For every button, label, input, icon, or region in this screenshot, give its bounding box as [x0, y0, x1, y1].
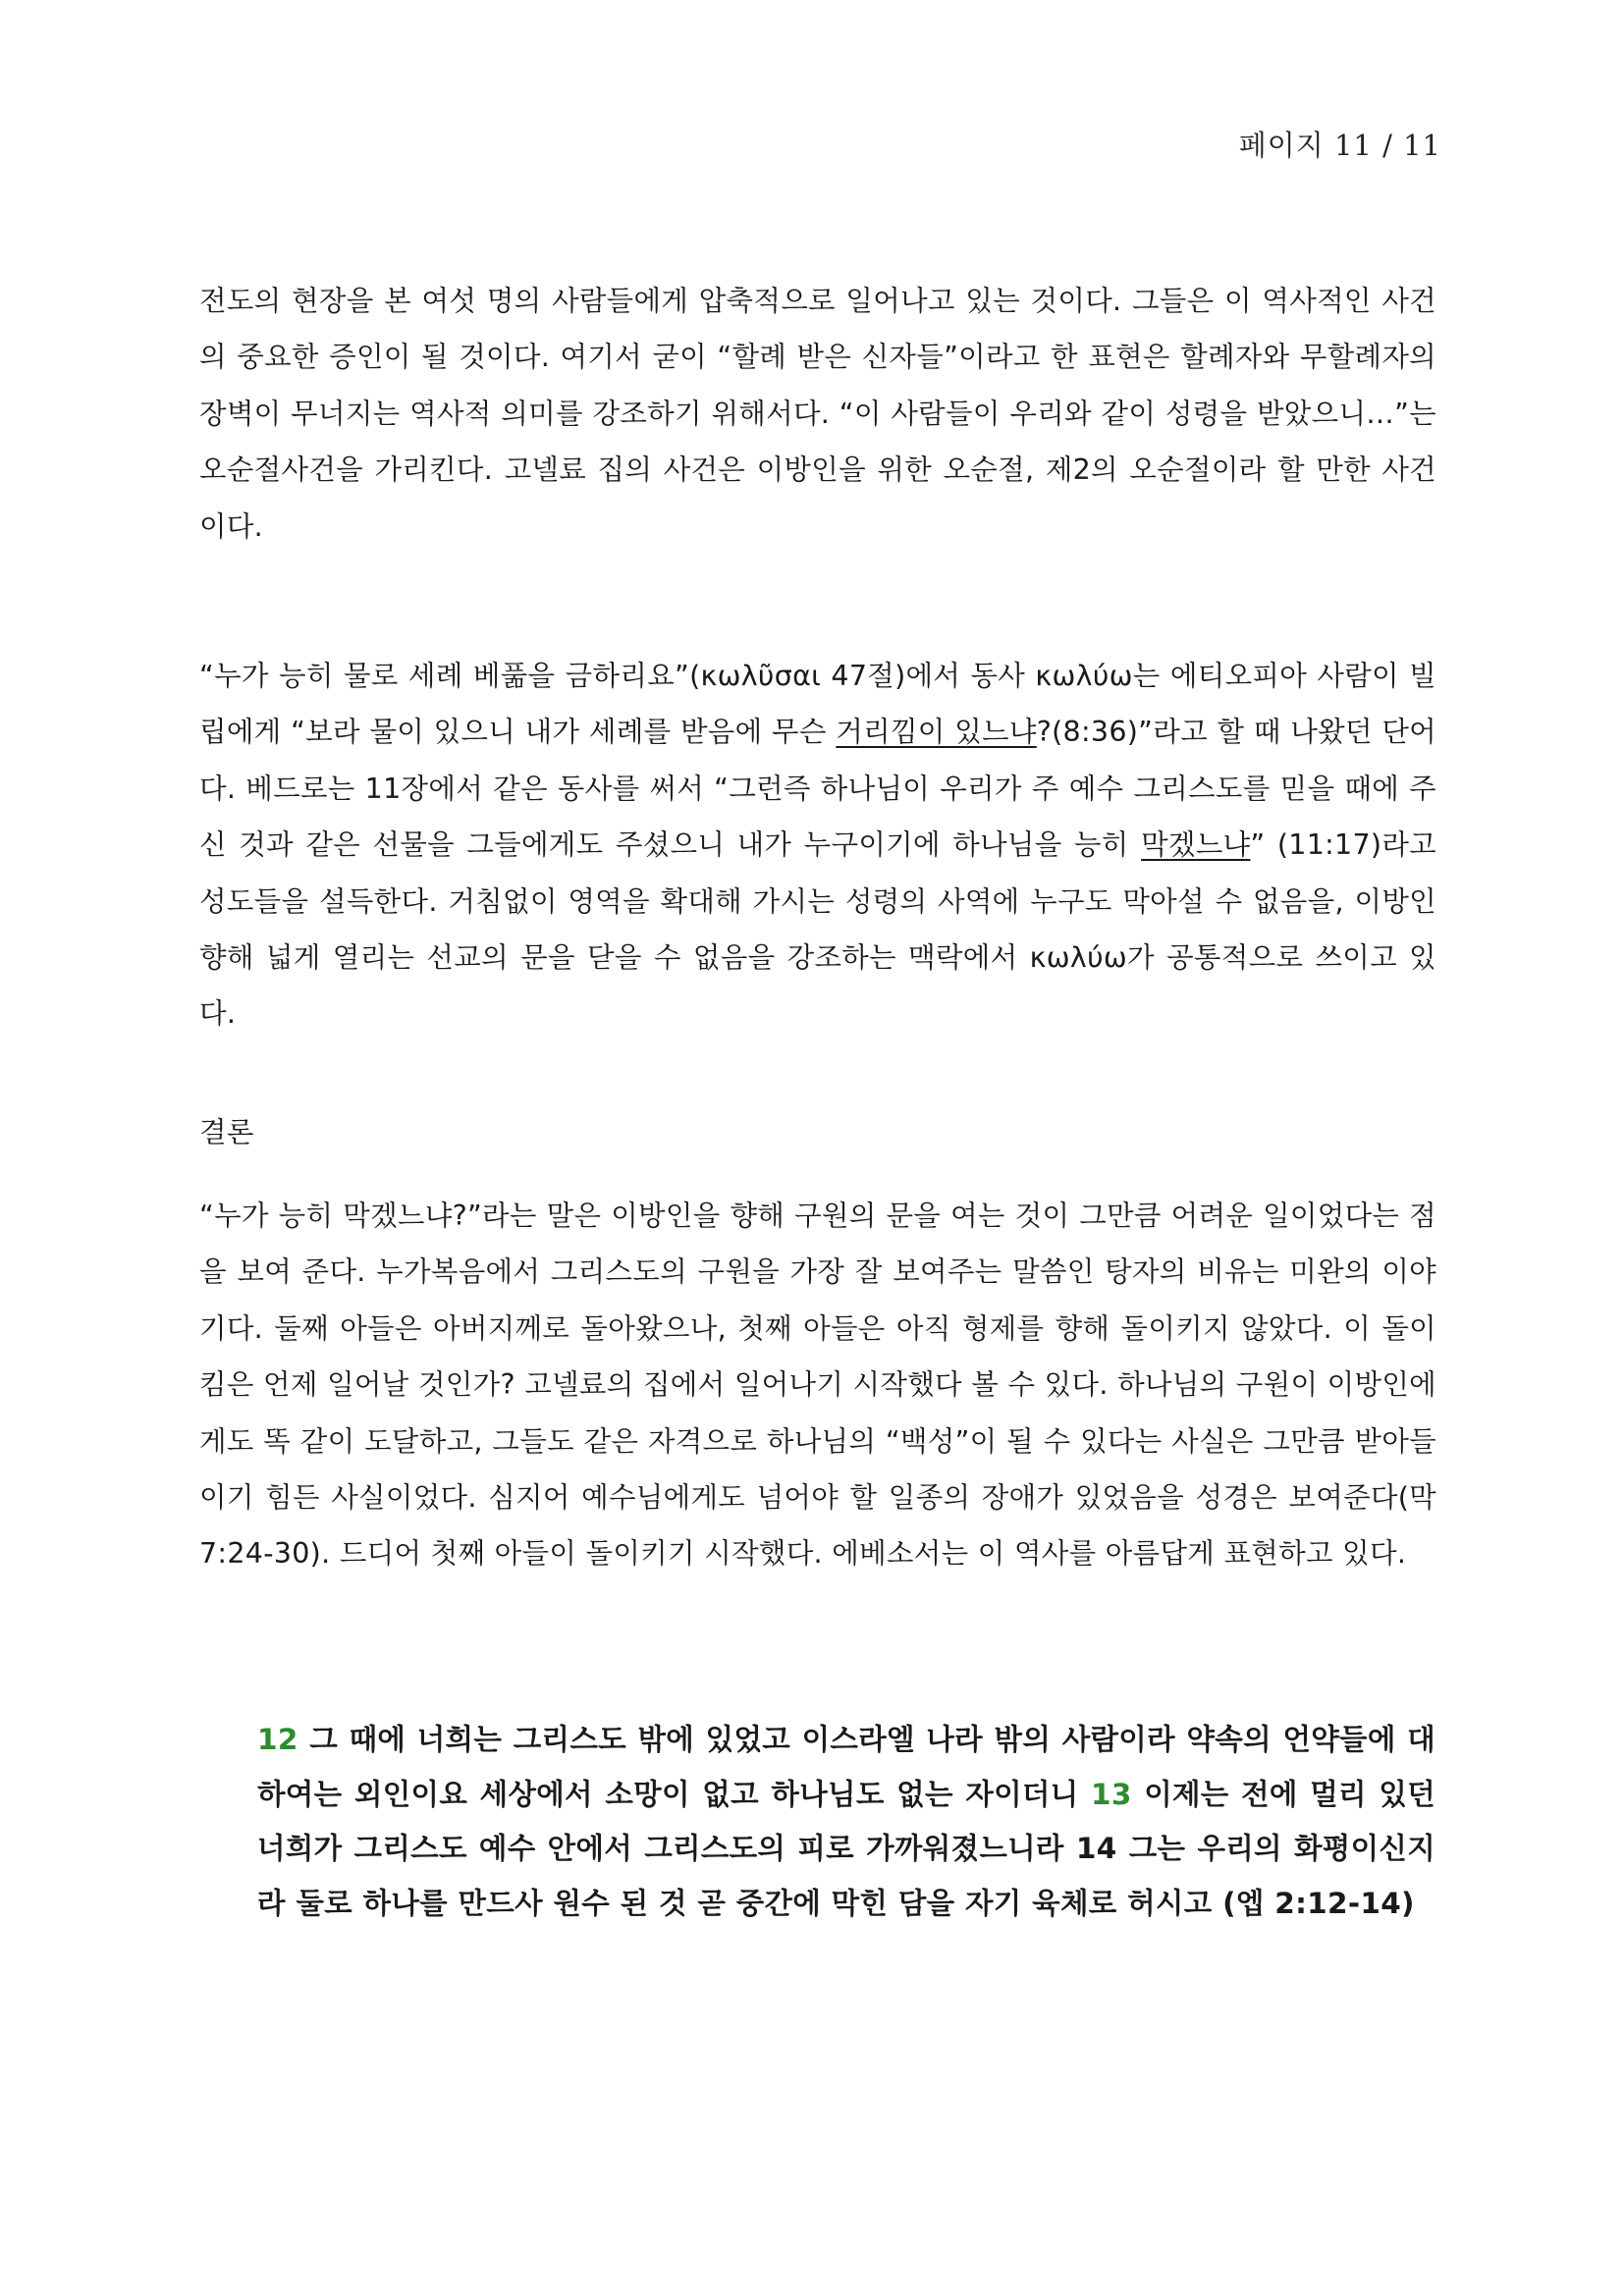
verse-number-12: 12: [257, 1723, 298, 1756]
section-heading: 결론: [199, 1116, 254, 1148]
underlined-phrase-2: 막겠느냐: [1141, 828, 1251, 862]
underlined-phrase-1: 거리낌이 있느냐: [836, 716, 1037, 749]
verse-12-text: 그 때에 너희는 그리스도 밖에 있었고 이스라엘 나라 밖의 사람이라 약속의 언약들에 대하여는 외인이요 세상에서 소망이 없고 하나님도 없는 자이더니: [257, 1723, 1435, 1811]
paragraph-2-text-b: ?(8:36)”라고 할 때 나왔던 단어다. 베드로는 11장에서 같은 동사를 써서 “그런즉 하나님이 우리가 주 예수 그리스도를 믿을 때에 주신 것과 같은 선물을 그들에게도 주셨으니 내가 누구이기에 하나님을 능히: [199, 716, 1437, 862]
page-number: 페이지 11 / 11: [1238, 129, 1441, 162]
paragraph-2-text-c: ” (11:17)라고 성도들을 설득한다. 거침없이 영역을 확대해 가시는 성령의 사역에 누구도 막아설 수 없음을, 이방인 향해 넓게 열리는 선교의 문을 닫을 수 없음을 강조하는 맥락에서 κωλύω가 공통적으로 쓰이고 있다.: [199, 828, 1436, 1031]
paragraph-2: [199, 648, 1436, 1042]
verse-number-13: 13: [1091, 1777, 1132, 1811]
scripture-quote: [257, 1713, 1435, 1931]
paragraph-1: 전도의 현장을 본 여섯 명의 사람들에게 압축적으로 일어나고 있는 것이다. 그들은 이 역사적인 사건의 중요한 증인이 될 것이다. 여기서 굳이 “할례 받은 신자들”이라고 한 표현은 할례자와 무할례자의 장벽이 무너지는 역사적 의미를 강조하기 위해서다. “이 사람들이 우리와 같이 성령을 받았으니…”는 오순절사건을 가리킨다. 고넬료 집의 사건은 이방인을 위한 오순절, 제2의 오순절이라 할 만한 사건이다.: [199, 285, 1436, 543]
paragraph-3: “누가 능히 막겠느냐?”라는 말은 이방인을 향해 구원의 문을 여는 것이 그만큼 어려운 일이었다는 점을 보여 준다. 누가복음에서 그리스도의 구원을 가장 잘 보여주는 말씀인 탕자의 비유는 미완의 이야기다. 둘째 아들은 아버지께로 돌아왔으나, 첫째 아들은 아직 형제를 향해 돌이키지 않았다. 이 돌이킴은 언제 일어날 것인가? 고넬료의 집에서 일어나기 시작했다 볼 수 있다. 하나님의 구원이 이방인에게도 똑 같이 도달하고, 그들도 같은 자격으로 하나님의 “백성”이 될 수 있다는 사실은 그만큼 받아들이기 힘든 사실이었다. 심지어 예수님에게도 넘어야 할 일종의 장애가 있었음을 성경은 보여준다(막 7:24-30). 드디어 첫째 아들이 돌이키기 시작했다. 에베소서는 이 역사를 아름답게 표현하고 있다.: [199, 1200, 1436, 1571]
paragraph-2-text-a: “누가 능히 물로 세례 베풂을 금하리요”(κωλῦσαι 47절)에서 동사 κωλύω는 에티오피아 사람이 빌립에게 “보라 물이 있으니 내가 세례를 받음에 무슨: [199, 660, 1436, 749]
verse-13-text: 이제는 전에 멀리 있던 너희가 그리스도 예수 안에서 그리스도의 피로 가까워졌느니라 14 그는 우리의 화평이신지라 둘로 하나를 만드사 원수 된 것 곧 중간에 막힌 담을 자기 육체로 허시고 (엡 2:12-14): [257, 1777, 1435, 1920]
